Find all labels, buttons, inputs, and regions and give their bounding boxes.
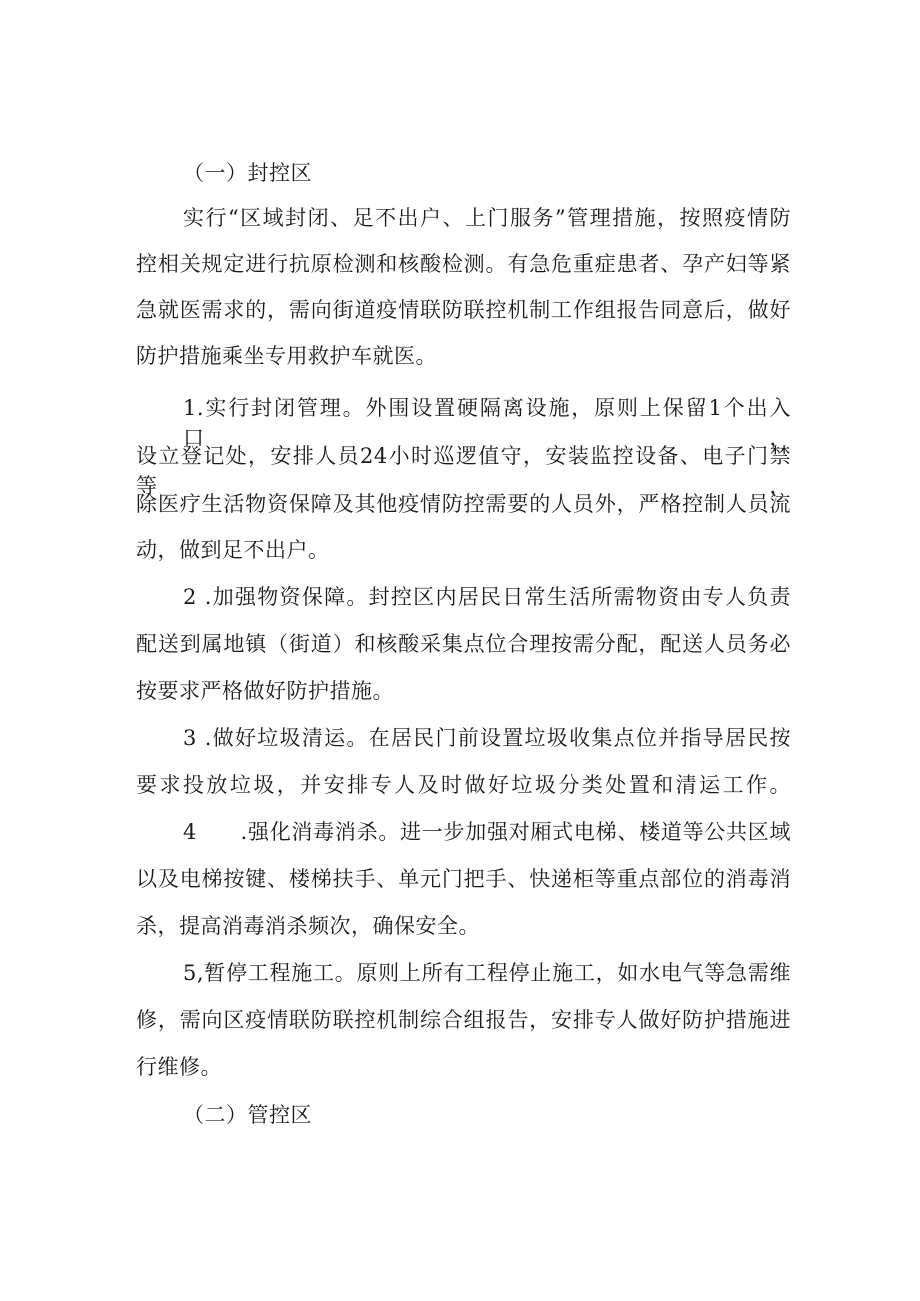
section-heading-lockdown-zone: （一）封控区 bbox=[183, 161, 312, 185]
item-5-line: 5,暂停工程施工。原则上所有工程停止施工，如水电气等急需维 bbox=[183, 961, 791, 985]
item-3-line: 要求投放垃圾，并安排专人及时做好垃圾分类处置和清运工作。 bbox=[136, 773, 791, 797]
item-5-line: 修，需向区疫情联防联控机制综合组报告，安排专人做好防护措施进 bbox=[136, 1008, 791, 1032]
item-1-line: 除医疗生活物资保障及其他疫情防控需要的人员外，严格控制人员流 bbox=[136, 492, 791, 516]
item-4-line: 杀，提高消毒消杀频次，确保安全。 bbox=[136, 914, 480, 938]
intro-paragraph-line: 控相关规定进行抗原检测和核酸检测。有急危重症患者、孕产妇等紧 bbox=[136, 252, 791, 276]
item-3-line: 3 .做好垃圾清运。在居民门前设置垃圾收集点位并指导居民按 bbox=[183, 726, 791, 750]
intro-paragraph-line: 防护措施乘坐专用救护车就医。 bbox=[136, 344, 437, 368]
item-1-line: 设立登记处，安排人员24小时巡逻值守，安装监控设备、电子门禁等， bbox=[136, 444, 791, 498]
item-5-line: 行维修。 bbox=[136, 1055, 222, 1079]
item-2-line: 按要求严格做好防护措施。 bbox=[136, 679, 394, 703]
section-heading-control-zone: （二）管控区 bbox=[183, 1103, 312, 1127]
item-2-line: 配送到属地镇（街道）和核酸采集点位合理按需分配，配送人员务必 bbox=[136, 632, 791, 656]
item-1-line: 1.实行封闭管理。外围设置硬隔离设施，原则上保留1个出入口， bbox=[183, 396, 791, 450]
item-2-line: 2 .加强物资保障。封控区内居民日常生活所需物资由专人负责 bbox=[183, 585, 791, 609]
item-1-line: 动，做到足不出户。 bbox=[136, 538, 330, 562]
item-4-line: 4 .强化消毒消杀。进一步加强对厢式电梯、楼道等公共区域 bbox=[183, 820, 791, 844]
intro-paragraph-line: 实行“区域封闭、足不出户、上门服务”管理措施，按照疫情防 bbox=[183, 206, 791, 230]
intro-paragraph-line: 急就医需求的，需向街道疫情联防联控机制工作组报告同意后，做好 bbox=[136, 298, 791, 322]
item-4-line: 以及电梯按键、楼梯扶手、单元门把手、快递柜等重点部位的消毒消 bbox=[136, 867, 791, 891]
